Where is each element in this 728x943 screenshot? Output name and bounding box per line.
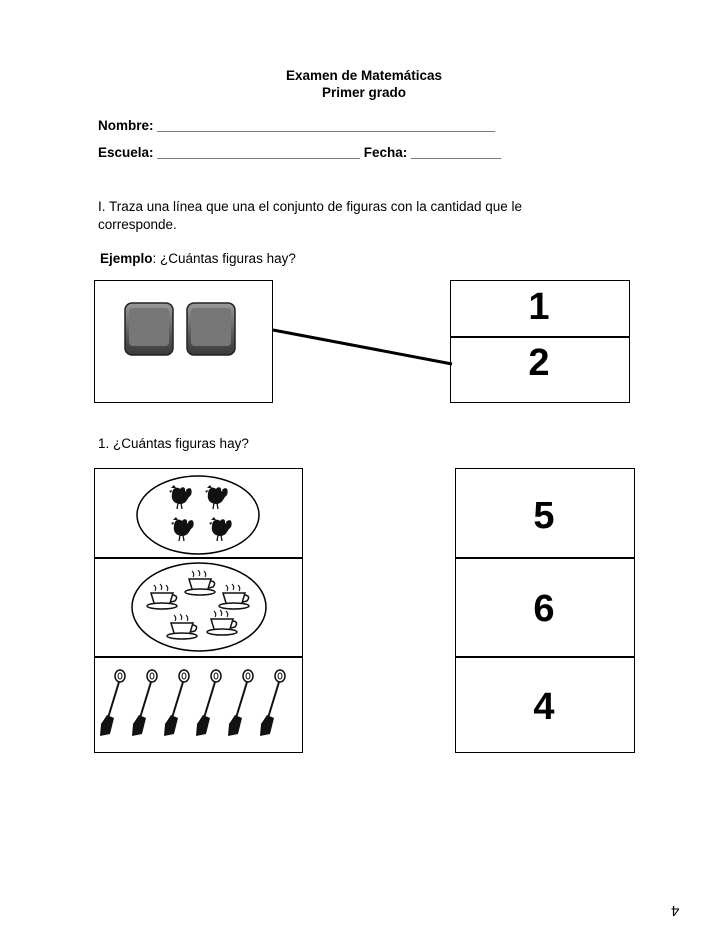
- exam-subtitle: Primer grado: [321, 85, 407, 100]
- teacups-group: [130, 561, 268, 653]
- name-field-label: Nombre: _____________________________________________: [98, 118, 496, 133]
- number-option-4: 4: [533, 686, 555, 728]
- shovel-icon: [196, 670, 221, 736]
- shovel-icon: [132, 670, 157, 736]
- example-question: : ¿Cuántas figuras hay?: [152, 251, 296, 266]
- example-number-2: 2: [528, 342, 550, 384]
- example-prompt: [100, 251, 296, 266]
- roosters-group: [134, 474, 262, 556]
- page-number: 4: [671, 902, 680, 919]
- number-option-6: 6: [533, 588, 555, 630]
- shovel-icon: [228, 670, 253, 736]
- shovel-icon: [100, 670, 125, 736]
- square-icon: [187, 303, 235, 355]
- question-1-prompt: 1. ¿Cuántas figuras hay?: [98, 436, 249, 451]
- number-option-5: 5: [533, 495, 555, 537]
- example-connector-line: [270, 320, 460, 370]
- example-label: Ejemplo: [100, 251, 153, 266]
- school-date-field-label: Escuela: ___________________________ Fecha: ____________: [98, 145, 502, 160]
- square-icon: [125, 303, 173, 355]
- example-number-1: 1: [528, 286, 550, 328]
- example-squares: [120, 300, 240, 360]
- section-instruction: I. Traza una línea que una el conjunto de figuras con la cantidad que le corresponde.: [98, 199, 523, 232]
- shovels-group: [96, 664, 301, 744]
- shovel-icon: [260, 670, 285, 736]
- exam-title: Examen de Matemáticas: [285, 68, 443, 83]
- shovel-icon: [164, 670, 189, 736]
